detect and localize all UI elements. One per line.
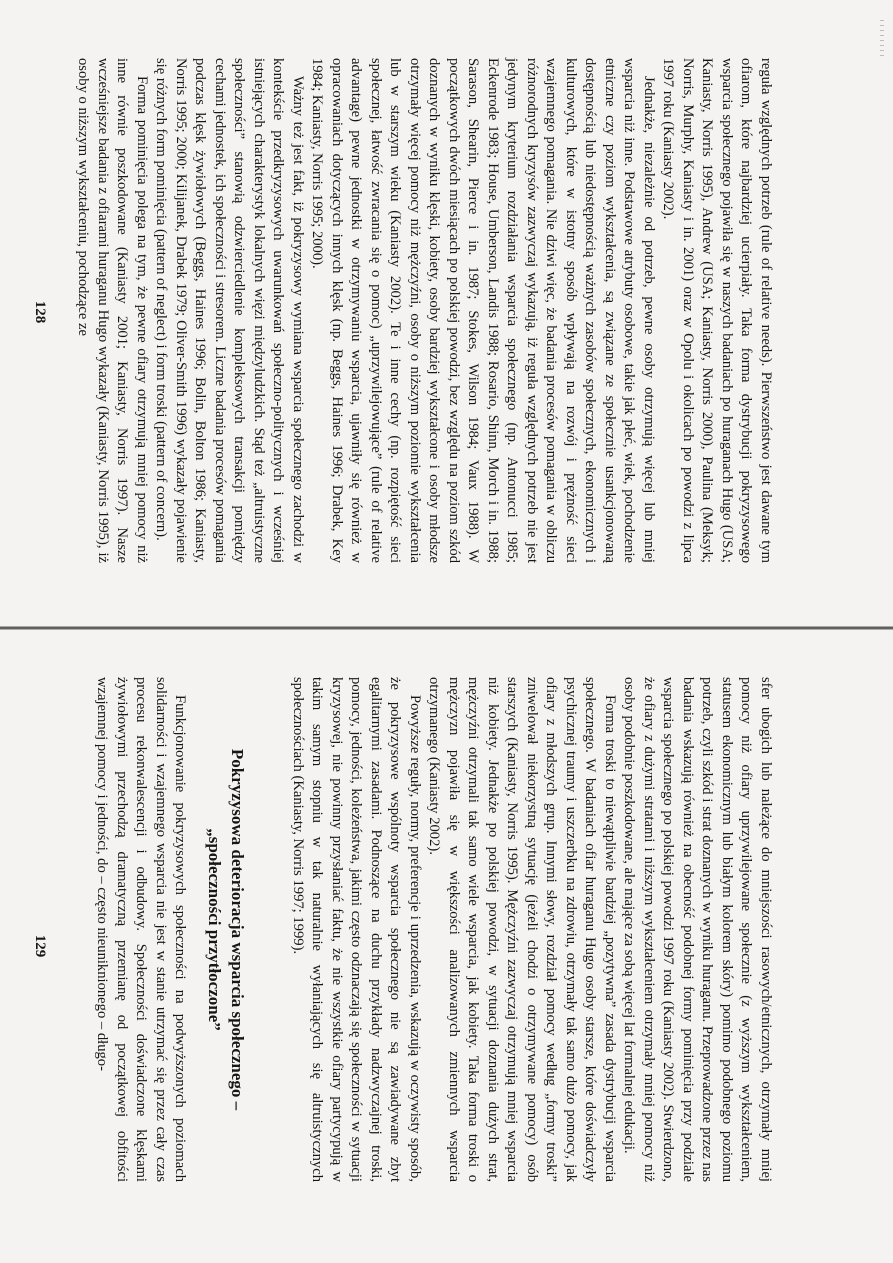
left-paragraph-3: Ważny też jest fakt, iż pokryzysowy wymiana wsparcia społecznego zachodzi w kontekście przedkryzysowych uwarunkowań społeczno-politycznych i wcześniej istniejących charakterystyk lokalnych więzi międzyludzkich. Stąd też „altruistyczne społeczności” stanowią odzwierciedlenie kompleksowych transakcji pomiędzy cechami jednostek, ich społeczności i stresorem. Liczne badania procesów pomagania podczas klęsk żywiołowych (Beggs, Haines 1996; Bolin, Bolton 1986; Kaniasty, Norris 1995; 2000; Kilijanek, Drabek 1979; Oliver-Smith 1996) wykazały pojawienie się różnych form pominięcia (pattern of neglect) i form troski (pattern of concern). <box>153 58 306 563</box>
right-text-column <box>92 677 775 1182</box>
section-heading-line-2: „społeczności przytłoczone” <box>205 828 225 1031</box>
right-paragraph-2: Forma troski to niewątpliwie bardziej „pozytywna” zasada dystrybucji wsparcia społecznego. W badaniach ofiar huraganu Hugo osoby starsze, które doświadczyły psychicznej traumy i uszczerbku na zdrowiu, otrzymały tak samo dużo pomocy, jak ofiary z młodszych grup. Innymi słowy, rozdział pomocy według „formy troski” zniwelował niekorzystną sytuację (jeżeli chodzi o otrzymywane pomocy) osób starszych (Kaniasty, Norris 1995). Mężczyźni zazwyczaj otrzymują mniej wsparcia niż kobiety. Jednakże po polskiej powodzi, w sytuacji doznania dużych strat, mężczyźni otrzymali tak samo wiele wsparcia, jak kobiety. Taka forma troski o mężczyzn pojawiła się w większości analizowanych zmiennych wsparcia otrzymanego (Kaniasty 2002). <box>426 677 618 1182</box>
left-paragraph-2: Jednakże, niezależnie od potrzeb, pewne osoby otrzymują więcej lub mniej wsparcia niż inne. Podstawowe atrybuty osobowe, takie jak płeć, wiek, pochodzenie etniczne czy poziom wykształcenia, są związane ze społecznie usankcjonowaną dostępnością lub niedostępnością ważnych zasobów społecznych, ekonomicznych i kulturowych, które w istotny sposób wpływają na rozwój i prężność sieci wzajemnego pomagania. Nie dziwi więc, że badania procesów pomagania w obliczu różnorodnych kryzysów zazwyczaj wykazują, iż reguła względnych potrzeb nie jest jedynym kryterium rozdziałania wsparcia społecznego (np. Antonucci 1985; Eckenrode 1983; House, Umberson, Landis 1988; Rosario, Shinn, Morch i in. 1988; Sarason, Shearin, Pierce i in. 1987; Stokes, Wilson 1984; Vaux 1988). W początkowych dwóch miesiącach po polskiej powodzi, bez względu na poziom szkód doznanych w wyniku klęski, kobiety, osoby bardziej wykształcone i osoby młodsze otrzymały więcej pomocy niż mężczyźni, osoby o niższym poziomie wykształcenia lub w starszym wieku (Kaniasty 2002). Te i inne cechy (np. rozpiętość sieci społecznej, łatwość zwracania się o pomoc) „uprzywilejowujące” (rule of relative advantage) pewne jednostki w otrzymywaniu wsparcia, ujawniły się również w opracowaniach dotyczących innych klęsk (np. Beggs, Haines 1996; Drabek, Key 1984; Kaniasty, Norris 1995; 2000). <box>309 58 657 563</box>
section-heading <box>204 677 250 1182</box>
right-paragraph-1: sfer ubogich lub należące do mniejszości rasowych/etnicznych, otrzymały mniej pomocy niż ofiary uprzywilejowane społecznie (z wyższym wykształceniem, statusem ekonomicznym lub białym kolorem skóry) pomimo podobnego poziomu potrzeb, czyli szkód i strat doznanych w wyniku huraganu. Przeprowadzone przez nas badania wskazują również na obecność podobnej formy pominięcia przy podziale wsparcia społecznego po polskiej powodzi 1997 roku (Kaniasty 2002). Stwierdzono, że ofiary z dużymi stratami i niższym wykształceniem otrzymały mniej pomocy niż osoby podobnie poszkodowane, ale mające za sobą więcej lat formalnej edukacji. <box>621 677 774 1182</box>
right-paragraph-3: Powyższe reguły, normy, preferencje i uprzedzenia, wskazują w oczywisty sposób, że pokryzysowe wspólnoty wsparcia społecznego nie są zawiadywane zbyt egalitarnymi zasadami. Podnoszące na duchu przykłady nadzwyczajnej troski, pomocy, jedności, koleżeństwa, jakimi często odznaczają się społeczności w sytuacji kryzysowej, nie powinny przysłaniać faktu, że nie wszystkie ofiary partycypują w takim samym stopniu w tak naturalnie wyłaniających się altruistycznych społecznościach (Kaniasty, Norris 1997; 1999). <box>290 677 423 1182</box>
section-heading-line-1: Pokryzysowa deterioracja wsparcia społecznego – <box>228 748 248 1111</box>
left-page <box>0 0 893 631</box>
left-page-number: 128 <box>32 300 48 324</box>
right-page <box>0 632 893 1263</box>
left-text-column <box>73 58 775 563</box>
right-paragraph-4: Funkcjonowanie pokryzysowych społeczności na podwyższonych poziomach solidarności i wzajemnego wsparcia nie jest w stanie utrzymać się przez cały czas procesu rekonwalescencji i odbudowy. Społeczności doświadczone klęskami żywiołowymi przechodzą dramatyczną przemianę od początkowej obfitości wzajemnej pomocy i jedności, do – często nieuniknionego – długo- <box>94 677 189 1182</box>
left-paragraph-4: Forma pominięcia polega na tym, że pewne ofiary otrzymują mniej pomocy niż inne równie poszkodowane (Kaniasty 2001; Kaniasty, Norris 1997). Nasze wcześniejsze badania z ofiarami huraganu Hugo wykazały (Kaniasty, Norris 1995), iż osoby o niższym wykształceniu, pochodzące ze <box>75 58 150 563</box>
right-page-number: 129 <box>32 934 48 958</box>
left-paragraph-1: reguła względnych potrzeb (rule of relative needs). Pierwszeństwo jest dawane tym ofiarom, które najbardziej ucierpiały. Taka forma dystrybucji pokryzysowego wsparcia społecznego pojawiła się w naszych badaniach po huraganach Hugo (USA; Kaniasty, Norris 1995), Andrew (USA; Kaniasty, Norris 2000), Paulina (Meksyk; Norris, Murphy, Kaniasty i in. 2001) oraz w Opolu i okolicach po powodzi z lipca 1997 roku (Kaniasty 2002). <box>660 58 774 563</box>
book-gutter <box>0 626 893 630</box>
